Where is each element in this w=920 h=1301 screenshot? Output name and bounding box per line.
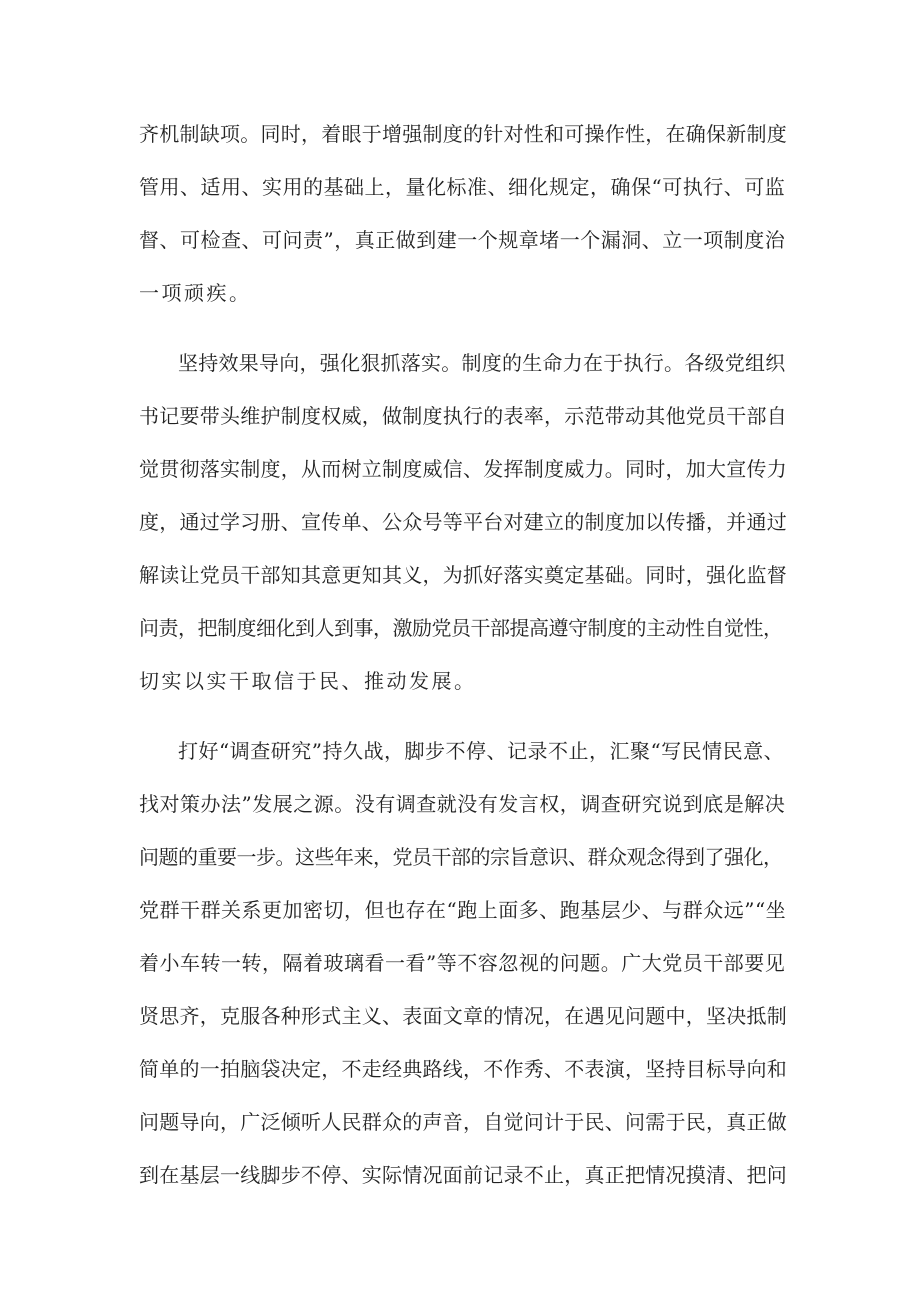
text-line: 觉贯彻落实制度，从而树立制度威信、发挥制度威力。同时，加大宣传力 [139,457,787,481]
text-line: 党群干群关系更加密切，但也存在“跑上面多、跑基层少、与群众远”“坐 [139,898,787,922]
text-line: 打好“调查研究”持久战，脚步不停、记录不止，汇聚“写民情民意、 [178,739,785,763]
text-line: 书记要带头维护制度权威，做制度执行的表率，示范带动其他党员干部自 [139,404,787,428]
text-line: 督、可检查、可问责”，真正做到建一个规章堵一个漏洞、立一项制度治 [139,228,786,252]
text-line: 贤思齐，克服各种形式主义、表面文章的情况，在遇见问题中，坚决抵制 [139,1004,787,1028]
text-line: 度，通过学习册、宣传单、公众号等平台对建立的制度加以传播，并通过 [139,510,787,534]
text-line: 问责，把制度细化到人到事，激励党员干部提高遵守制度的主动性自觉性， [139,616,783,640]
text-line: 到在基层一线脚步不停、实际情况面前记录不止，真正把情况摸清、把问 [139,1163,787,1187]
text-line: 管用、适用、实用的基础上，量化标准、细化规定，确保“可执行、可监 [139,175,786,199]
text-line: 切实以实干取信于民、推动发展。 [139,669,477,693]
text-line: 齐机制缺项。同时，着眼于增强制度的针对性和可操作性，在确保新制度 [139,122,787,146]
text-line: 着小车转一转，隔着玻璃看一看”等不容忽视的问题。广大党员干部要见 [139,951,786,975]
text-line: 一项顽疾。 [139,281,252,305]
text-line: 解读让党员干部知其意更知其义，为抓好落实奠定基础。同时，强化监督 [139,563,787,587]
text-line: 问题的重要一步。这些年来，党员干部的宗旨意识、群众观念得到了强化， [139,845,783,869]
text-line: 简单的一拍脑袋决定，不走经典路线，不作秀、不表演，坚持目标导向和 [139,1057,787,1081]
text-line: 坚持效果导向，强化狠抓落实。制度的生命力在于执行。各级党组织 [178,351,786,375]
text-line: 问题导向，广泛倾听人民群众的声音，自觉问计于民、问需于民，真正做 [139,1110,787,1134]
text-line: 找对策办法”发展之源。没有调查就没有发言权，调查研究说到底是解决 [139,792,786,816]
